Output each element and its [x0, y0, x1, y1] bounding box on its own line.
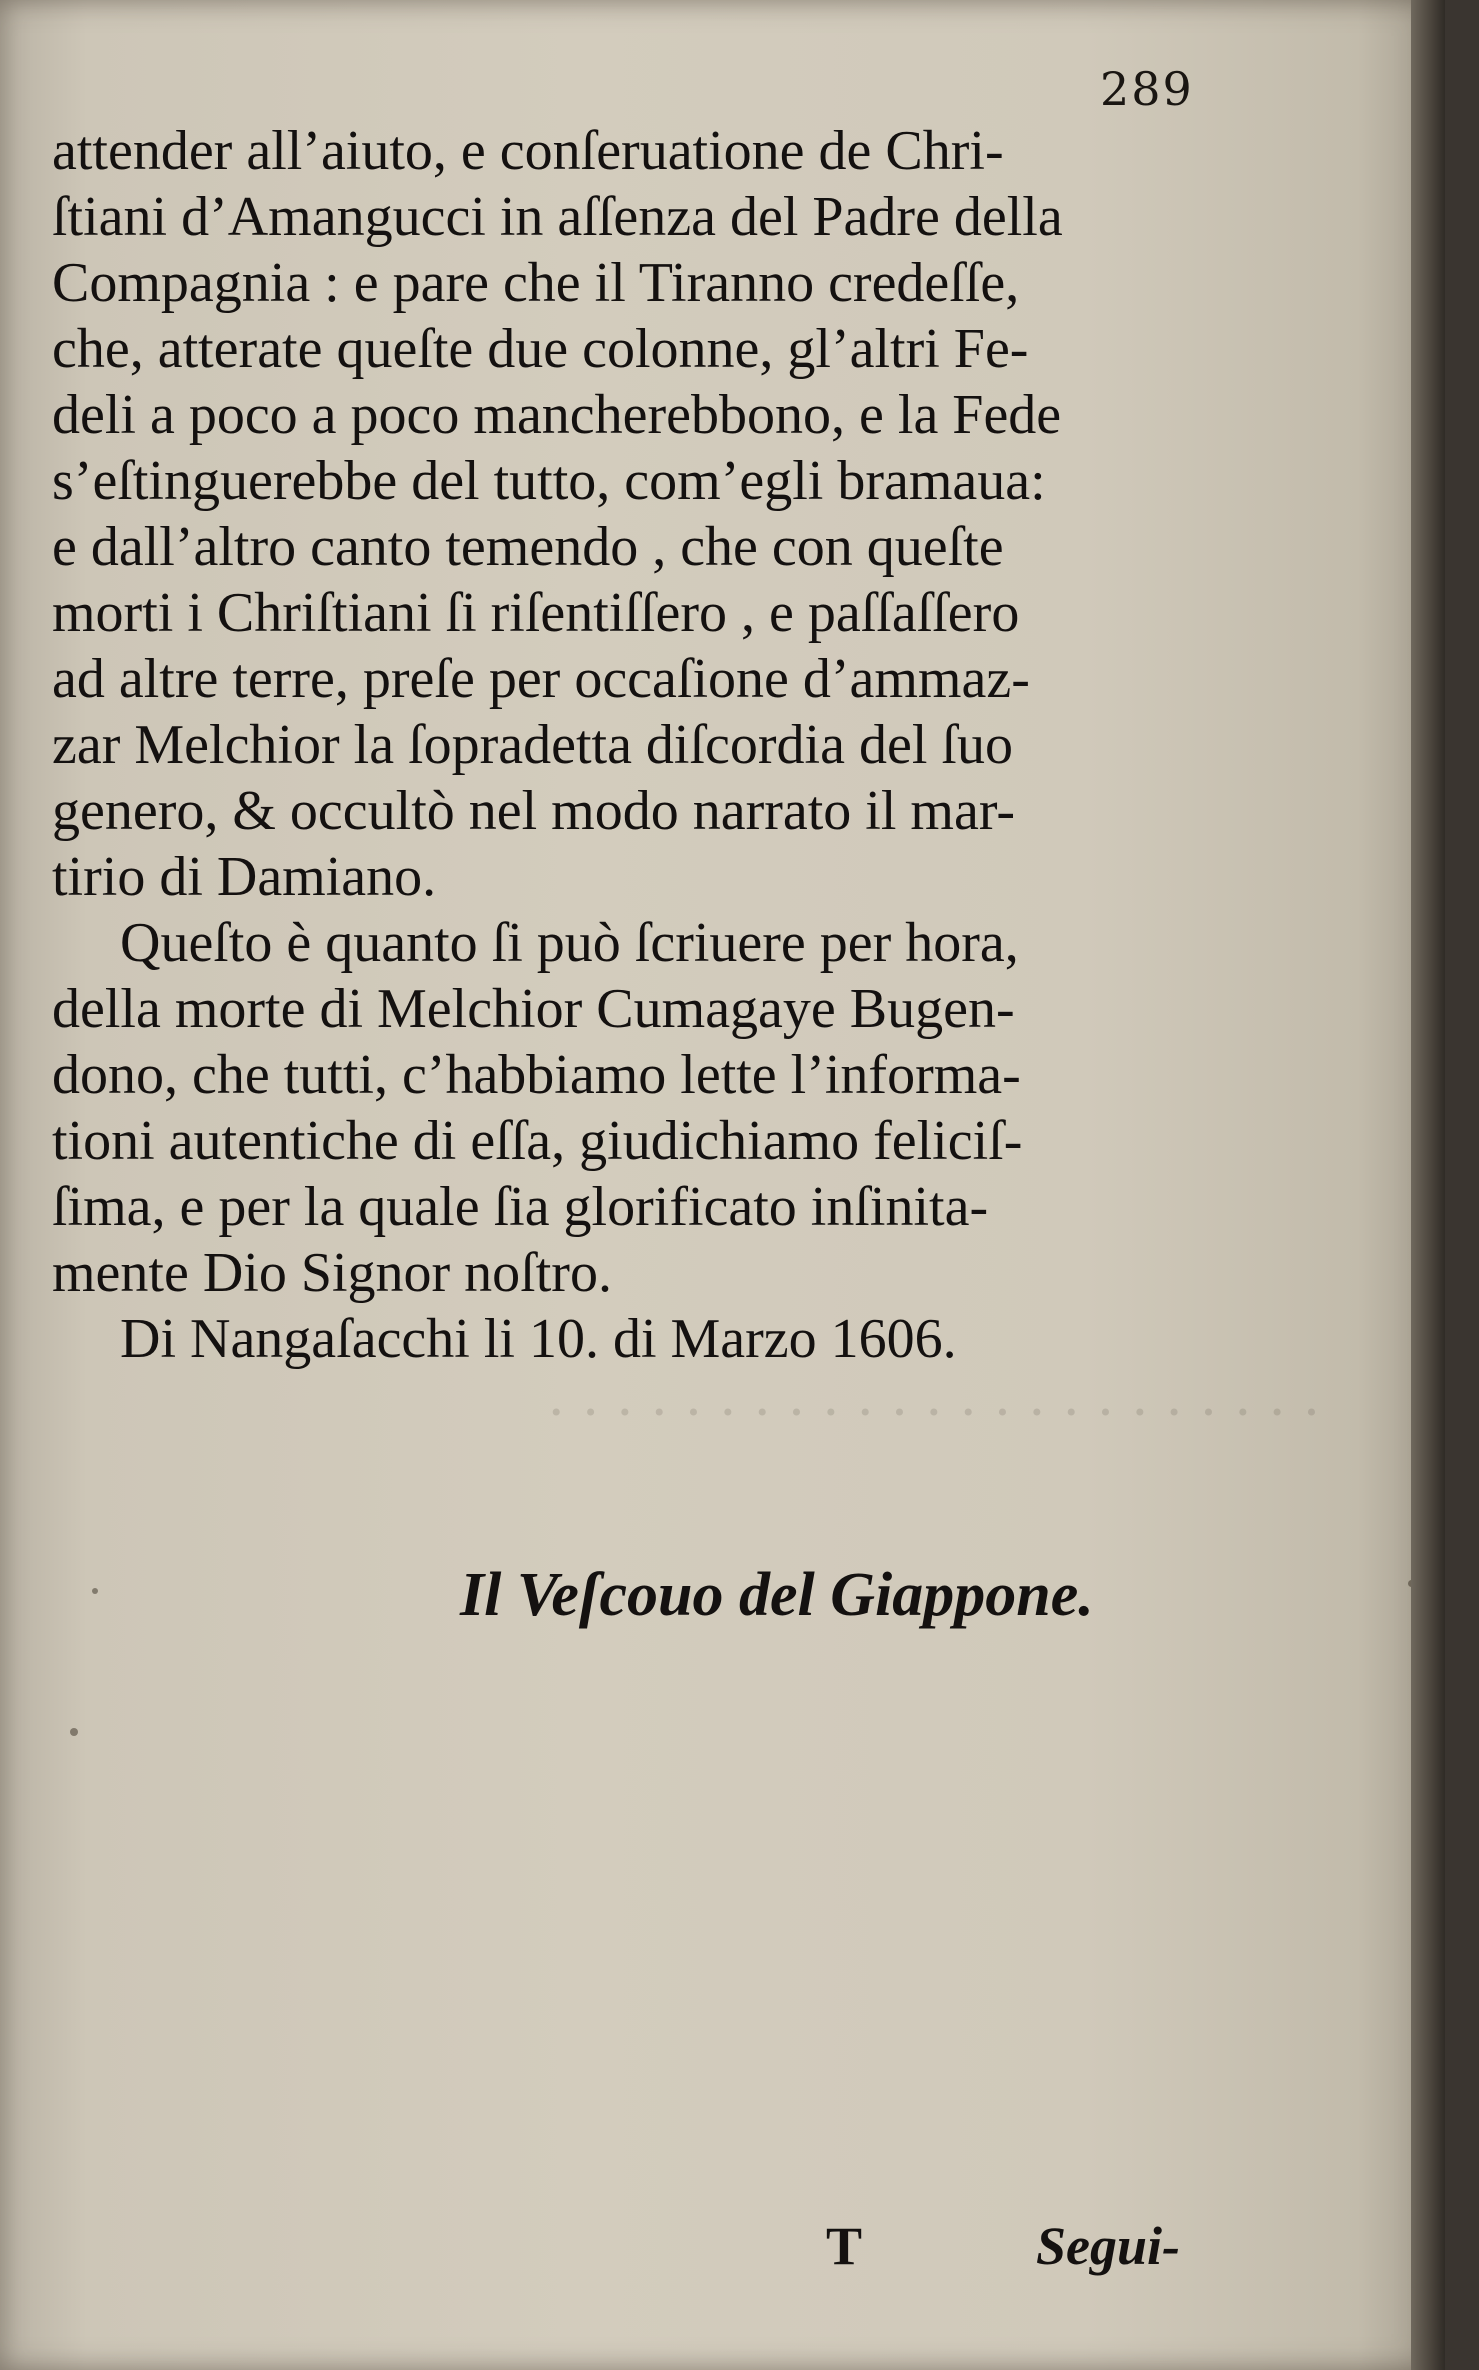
show-through-text: · · · · · · · · · · · · · · · · · · · · · · · [547, 1381, 1320, 1444]
page-edge [1411, 0, 1445, 2370]
signature: Il Veſcouo del Giappone. [460, 1561, 1094, 1629]
text-line: che, atterate queſte due colonne, gl’altri Fe- [52, 318, 1029, 380]
text-line: dono, che tutti, c’habbiamo lette l’informa- [52, 1044, 1021, 1106]
signature-mark: T [826, 2216, 863, 2276]
text-line: mente Dio Signor noſtro. [52, 1242, 612, 1304]
text-line: Queſto è quanto ſi può ſcriuere per hora, [120, 912, 1019, 974]
text-line: s’eſtinguerebbe del tutto, com’egli bramaua: [52, 450, 1046, 512]
ink-speck [92, 1588, 98, 1594]
text-line: tirio di Damiano. [52, 846, 437, 908]
catchword: Segui- [1036, 2216, 1181, 2276]
page-number: 289 [1100, 62, 1194, 116]
text-line: zar Melchior la ſopradetta diſcordia del ſuo [52, 714, 1013, 776]
dateline: Di Nangaſacchi li 10. di Marzo 1606. [120, 1308, 957, 1370]
text-line: ad altre terre, preſe per occaſione d’ammaz- [52, 648, 1030, 710]
text-line: e dall’altro canto temendo , che con queſte [52, 516, 1004, 578]
text-line: ſtiani d’Amangucci in aſſenza del Padre della [52, 186, 1063, 248]
body-text [52, 118, 1287, 1372]
text-line: della morte di Melchior Cumagaye Bugen- [52, 978, 1015, 1040]
text-line: Compagnia : e pare che il Tiranno credeſſe, [52, 252, 1020, 314]
text-line: genero, & occultò nel modo narrato il mar- [52, 780, 1015, 842]
text-line: tioni autentiche di eſſa, giudichiamo feliciſ- [52, 1110, 1023, 1172]
text-line: attender all’aiuto, e conſeruatione de Chri- [52, 120, 1004, 182]
text-line: morti i Chriſtiani ſi riſentiſſero , e paſſaſſero [52, 582, 1020, 644]
text-line: deli a poco a poco mancherebbono, e la Fede [52, 384, 1062, 446]
ink-speck [70, 1728, 78, 1736]
text-line: ſima, e per la quale ſia glorificato inſinita- [52, 1176, 989, 1238]
